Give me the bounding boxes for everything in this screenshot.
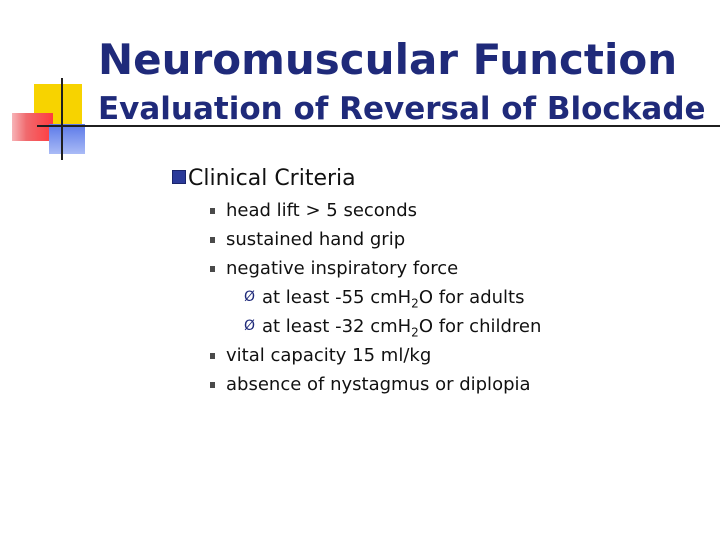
sub-text-subscript: 2	[411, 325, 419, 340]
list-item-text: negative inspiratory force	[226, 258, 459, 279]
square-bullet-icon	[210, 266, 215, 272]
arrow-bullet-icon: Ø	[244, 318, 256, 334]
list-item-text: vital capacity 15 ml/kg	[226, 345, 432, 366]
slide-subtitle: Evaluation of Reversal of Blockade	[98, 91, 706, 127]
slide-title: Neuromuscular Function	[98, 35, 678, 84]
q-square-icon	[172, 170, 186, 184]
logo-red-bar	[12, 113, 53, 141]
arrow-bullet-icon: Ø	[244, 289, 256, 305]
square-bullet-icon	[210, 382, 215, 388]
square-bullet-icon	[210, 237, 215, 243]
sub-list-item-text	[262, 283, 524, 312]
list-item-text: head lift > 5 seconds	[226, 200, 418, 221]
sub-text-h: H	[397, 287, 412, 308]
sub-text-subscript: 2	[411, 296, 419, 311]
sub-text-post: O for adults	[418, 287, 525, 308]
sub-text-h: H	[397, 316, 412, 337]
section-heading	[172, 164, 356, 194]
sub-text-pre: at least -32 cm	[262, 316, 398, 337]
sub-list-item-text	[262, 312, 541, 341]
logo-vertical-line	[61, 78, 63, 160]
section-heading-label: Clinical Criteria	[188, 166, 356, 191]
list-item-text: sustained hand grip	[226, 229, 406, 250]
square-bullet-icon	[210, 353, 215, 359]
list-item-text: absence of nystagmus or diplopia	[226, 374, 531, 395]
logo-blue-square	[49, 124, 85, 154]
square-bullet-icon	[210, 208, 215, 214]
sub-text-post: O for children	[418, 316, 542, 337]
sub-text-pre: at least -55 cm	[262, 287, 398, 308]
